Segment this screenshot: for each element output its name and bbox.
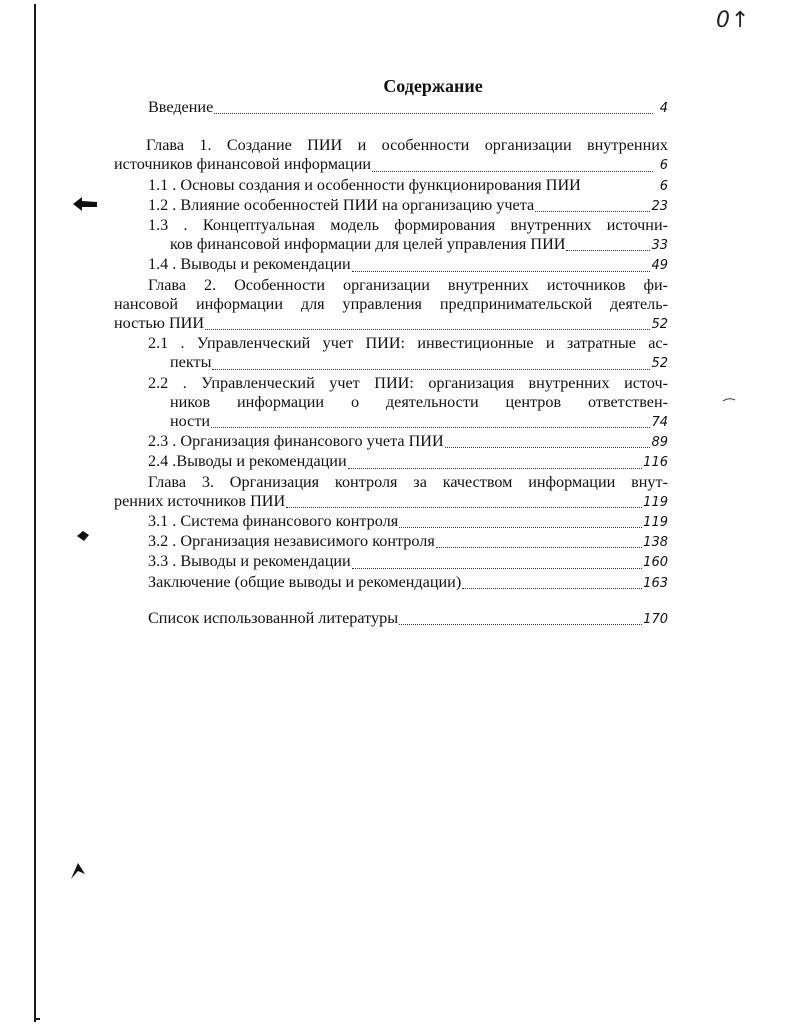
toc-entry-3-1: 3.1 . Система финансового контроля 119 bbox=[148, 512, 668, 532]
toc-page-number: 119 bbox=[643, 515, 668, 531]
leader-dots bbox=[445, 447, 651, 448]
leader-dots bbox=[348, 468, 643, 469]
toc-entry-2-1: 2.1 . Управленческий учет ПИИ: инвестиционные и затратные ас- bbox=[148, 334, 668, 353]
leader-dots bbox=[214, 113, 653, 114]
toc-entry-1-2: 1.2 . Влияние особенностей ПИИ на организацию учета 23 bbox=[148, 196, 668, 216]
leader-dots bbox=[566, 250, 650, 251]
toc-page-number: 49 bbox=[651, 258, 668, 274]
toc-entry-conclusion: Заключение (общие выводы и рекомендации) 163 bbox=[148, 573, 668, 593]
chapter-2-heading-line2: нансовой информации для управления предпринимательской деятель- bbox=[114, 294, 668, 313]
leader-dots bbox=[211, 427, 650, 428]
leader-dots bbox=[399, 624, 642, 625]
toc-entry-1-3: 1.3 . Концептуальная модель формирования внутренних источни- bbox=[148, 216, 668, 235]
toc-entry-2-2: 2.2 . Управленческий учет ПИИ: организация внутренних источ- bbox=[148, 373, 668, 392]
toc-page-number: 6 bbox=[659, 158, 668, 174]
toc-entry-3-2: 3.2 . Организация независимого контроля 138 bbox=[148, 532, 668, 552]
toc-entry-1-4: 1.4 . Выводы и рекомендации 49 bbox=[148, 255, 668, 275]
toc-entry-3-3: 3.3 . Выводы и рекомендации 160 bbox=[148, 552, 668, 572]
pencil-tick-icon bbox=[722, 396, 736, 404]
chapter-2-heading-end: ностью ПИИ 52 bbox=[114, 314, 668, 334]
toc-entry-2-1-end: пекты 52 bbox=[148, 353, 668, 373]
toc-entry-2-3: 2.3 . Организация финансового учета ПИИ 89 bbox=[148, 432, 668, 452]
leader-dots bbox=[352, 568, 642, 569]
chapter-1-heading-end: источников финансовой информации 6 bbox=[114, 155, 668, 175]
leader-dots bbox=[399, 527, 642, 528]
toc-page-number: 119 bbox=[643, 494, 668, 510]
leader-dots bbox=[372, 171, 653, 172]
toc-page-number: 6 bbox=[659, 178, 668, 194]
toc-page-number: 74 bbox=[651, 415, 668, 431]
page-title: Содержание bbox=[383, 76, 483, 96]
toc-entry-text: Введение bbox=[148, 98, 214, 116]
toc-page-number: 163 bbox=[643, 575, 668, 591]
toc-page-number: 138 bbox=[643, 535, 668, 551]
toc-page-number: 116 bbox=[643, 455, 668, 471]
toc-entry-2-2-line2: ников информации о деятельности центров ответствен- bbox=[170, 392, 668, 411]
leader-dots bbox=[286, 507, 642, 508]
toc-page-number: 33 bbox=[651, 238, 668, 254]
leader-dots bbox=[436, 547, 642, 548]
corner-tick bbox=[34, 1018, 40, 1020]
leader-dots bbox=[212, 369, 650, 370]
toc-page-number: 160 bbox=[643, 555, 668, 571]
handwritten-page-mark: 0↑ bbox=[716, 8, 751, 33]
toc-page-number: 52 bbox=[651, 356, 668, 372]
leader-dots bbox=[535, 211, 650, 212]
chapter-1-heading: Глава 1. Создание ПИИ и особенности организации внутренних bbox=[146, 136, 668, 155]
toc-entry-2-2-end: ности 74 bbox=[148, 412, 668, 432]
toc-entry-1-3-end: ков финансовой информации для целей управления ПИИ 33 bbox=[148, 235, 668, 255]
toc-page-number: 23 bbox=[651, 198, 668, 214]
toc-page-number: 52 bbox=[651, 317, 668, 333]
leader-dots bbox=[462, 588, 642, 589]
toc-page-number: 170 bbox=[643, 611, 668, 627]
toc-entry-2-4: 2.4 .Выводы и рекомендации 116 bbox=[148, 452, 668, 472]
toc-page-number: 4 bbox=[659, 101, 668, 116]
leader-dots bbox=[205, 329, 650, 330]
chapter-2-heading: Глава 2. Особенности организации внутренних источников фи- bbox=[148, 275, 668, 294]
arrow-mark-icon bbox=[72, 196, 98, 212]
toc-entry-intro bbox=[148, 98, 668, 118]
chapter-3-heading: Глава 3. Организация контроля за качеством информации внут- bbox=[148, 472, 668, 491]
leader-dots bbox=[352, 271, 651, 272]
toc-entry-bibliography: Список использованной литературы 170 bbox=[148, 609, 668, 629]
table-of-contents bbox=[114, 98, 668, 629]
chapter-3-heading-end: ренних источников ПИИ 119 bbox=[114, 492, 668, 512]
arrow-mark-icon bbox=[70, 862, 86, 880]
toc-entry-1-1: 1.1 . Основы создания и особенности функционирования ПИИ 6 bbox=[148, 176, 668, 196]
toc-page-number: 89 bbox=[651, 435, 668, 451]
ink-blot-icon bbox=[76, 530, 90, 542]
binding-edge-line bbox=[34, 4, 36, 1022]
